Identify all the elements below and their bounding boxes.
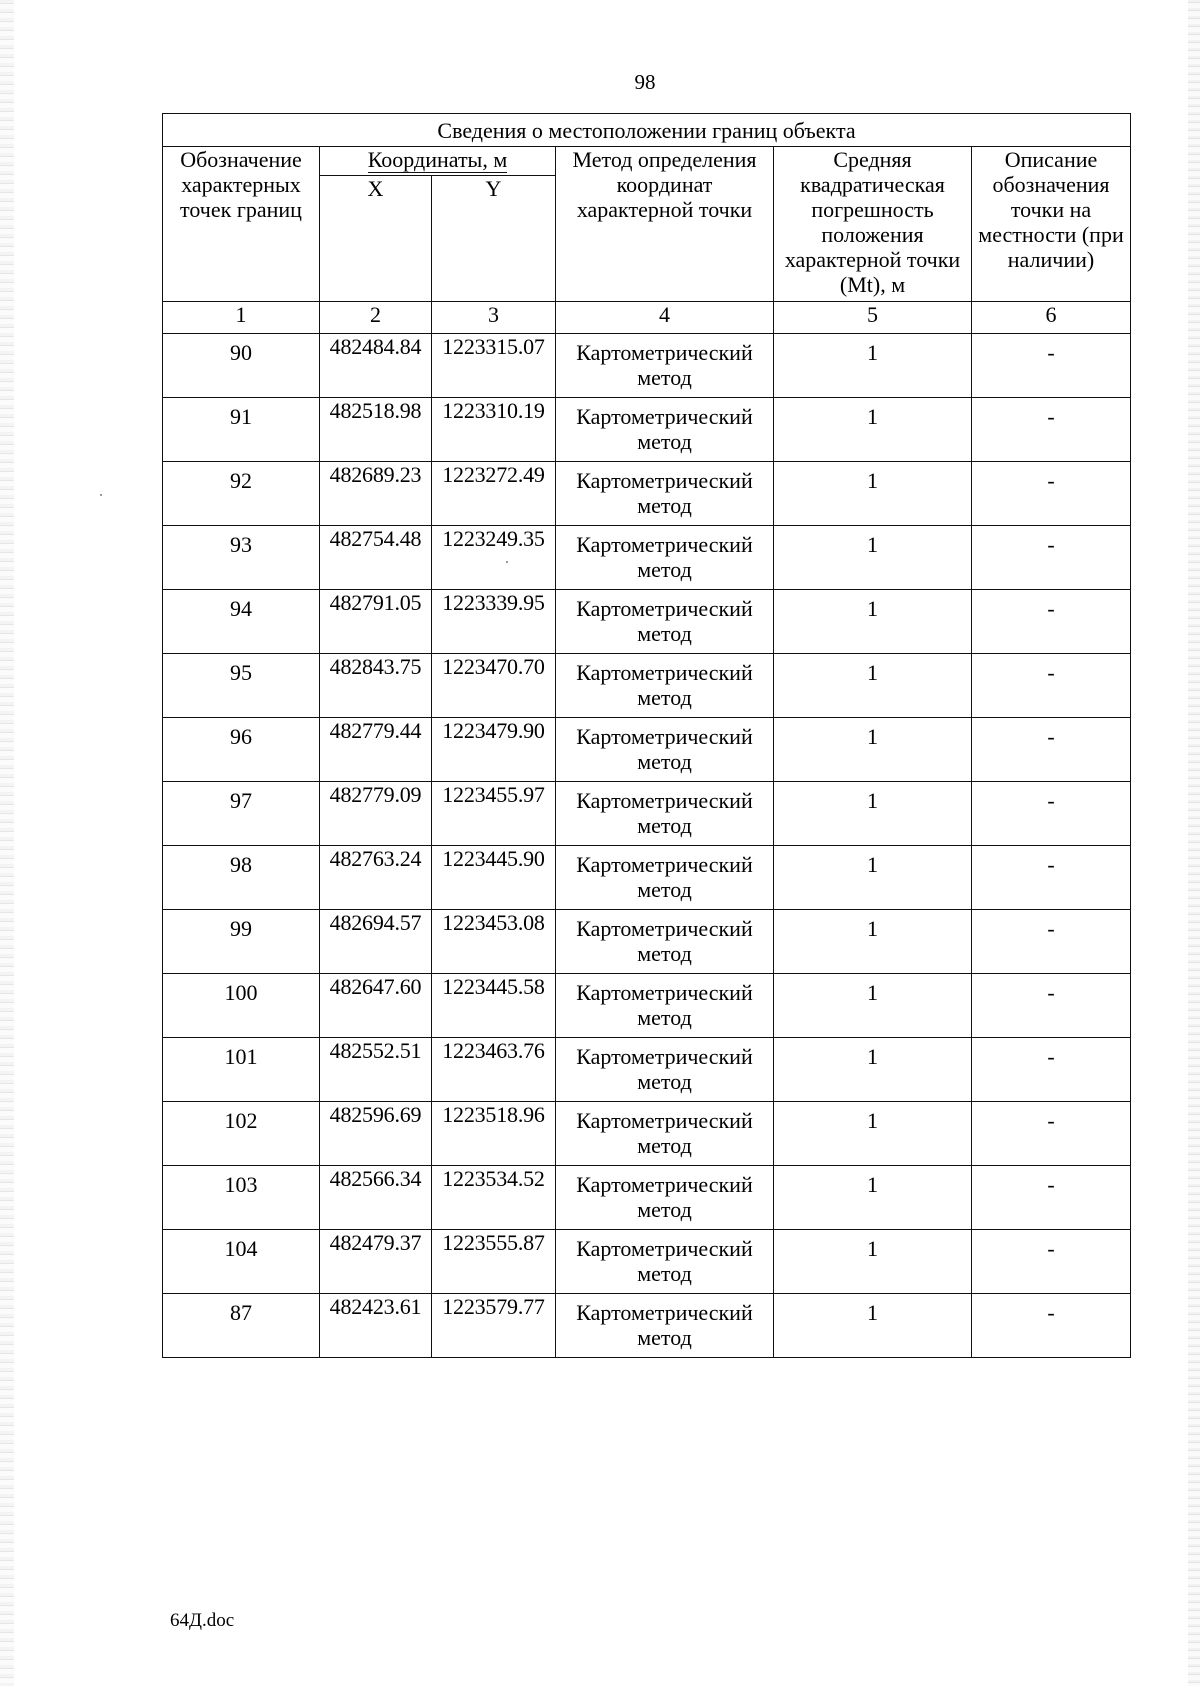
point-cell: 93 [163, 526, 320, 590]
mean-error-cell: 1 [774, 462, 972, 526]
description-cell: - [972, 462, 1131, 526]
header-mean-error: Средняя квадратическая погрешность положения характерной точки (Mt), м [774, 147, 972, 302]
x-coordinate-cell: 482763.24 [320, 846, 432, 910]
table-row [163, 974, 1131, 1038]
method-cell: Картометрический метод [556, 910, 774, 974]
mean-error-cell: 1 [774, 974, 972, 1038]
point-cell: 87 [163, 1294, 320, 1358]
table-row [163, 654, 1131, 718]
table-row [163, 590, 1131, 654]
description-cell: - [972, 334, 1131, 398]
scan-speck [100, 494, 102, 496]
column-number: 1 [163, 302, 320, 334]
method-cell: Картометрический метод [556, 1294, 774, 1358]
method-cell: Картометрический метод [556, 334, 774, 398]
method-cell: Картометрический метод [556, 718, 774, 782]
point-cell: 100 [163, 974, 320, 1038]
mean-error-cell: 1 [774, 1230, 972, 1294]
x-coordinate-cell: 482423.61 [320, 1294, 432, 1358]
mean-error-cell: 1 [774, 1038, 972, 1102]
scan-edge-left [0, 0, 14, 1686]
table-row [163, 1166, 1131, 1230]
table-row [163, 1038, 1131, 1102]
header-point-designation: Обозначение характерных точек границ [163, 147, 320, 302]
column-numbers-row [163, 302, 1131, 334]
method-cell: Картометрический метод [556, 782, 774, 846]
method-cell: Картометрический метод [556, 974, 774, 1038]
description-cell: - [972, 910, 1131, 974]
table-row [163, 334, 1131, 398]
table-row [163, 846, 1131, 910]
table-row [163, 1102, 1131, 1166]
x-coordinate-cell: 482484.84 [320, 334, 432, 398]
y-coordinate-cell: 1223445.58 [432, 974, 556, 1038]
point-cell: 98 [163, 846, 320, 910]
y-coordinate-cell: 1223479.90 [432, 718, 556, 782]
y-coordinate-cell: 1223555.87 [432, 1230, 556, 1294]
description-cell: - [972, 1166, 1131, 1230]
description-cell: - [972, 654, 1131, 718]
method-cell: Картометрический метод [556, 462, 774, 526]
column-number: 4 [556, 302, 774, 334]
method-cell: Картометрический метод [556, 398, 774, 462]
column-number: 2 [320, 302, 432, 334]
x-coordinate-cell: 482566.34 [320, 1166, 432, 1230]
x-coordinate-cell: 482694.57 [320, 910, 432, 974]
mean-error-cell: 1 [774, 910, 972, 974]
y-coordinate-cell: 1223453.08 [432, 910, 556, 974]
method-cell: Картометрический метод [556, 590, 774, 654]
point-cell: 102 [163, 1102, 320, 1166]
y-coordinate-cell: 1223310.19 [432, 398, 556, 462]
y-coordinate-cell: 1223470.70 [432, 654, 556, 718]
point-cell: 104 [163, 1230, 320, 1294]
point-cell: 99 [163, 910, 320, 974]
method-cell: Картометрический метод [556, 846, 774, 910]
point-cell: 92 [163, 462, 320, 526]
method-cell: Картометрический метод [556, 1038, 774, 1102]
y-coordinate-cell: 1223339.95 [432, 590, 556, 654]
x-coordinate-cell: 482518.98 [320, 398, 432, 462]
method-cell: Картометрический метод [556, 526, 774, 590]
x-coordinate-cell: 482552.51 [320, 1038, 432, 1102]
point-cell: 96 [163, 718, 320, 782]
description-cell: - [972, 974, 1131, 1038]
x-coordinate-cell: 482689.23 [320, 462, 432, 526]
column-number: 5 [774, 302, 972, 334]
footer-filename: 64Д.doc [170, 1610, 235, 1631]
table-body [163, 334, 1131, 1358]
x-coordinate-cell: 482779.44 [320, 718, 432, 782]
page-number: 98 [634, 70, 656, 94]
column-number: 3 [432, 302, 556, 334]
x-coordinate-cell: 482596.69 [320, 1102, 432, 1166]
description-cell: - [972, 1038, 1131, 1102]
mean-error-cell: 1 [774, 398, 972, 462]
point-cell: 101 [163, 1038, 320, 1102]
y-coordinate-cell: 1223579.77 [432, 1294, 556, 1358]
method-cell: Картометрический метод [556, 1230, 774, 1294]
description-cell: - [972, 398, 1131, 462]
header-method: Метод определения координат характерной точки [556, 147, 774, 302]
description-cell: - [972, 1102, 1131, 1166]
y-coordinate-cell: 1223272.49 [432, 462, 556, 526]
y-coordinate-cell: 1223315.07 [432, 334, 556, 398]
mean-error-cell: 1 [774, 1102, 972, 1166]
point-cell: 94 [163, 590, 320, 654]
y-coordinate-cell: 1223445.90 [432, 846, 556, 910]
mean-error-cell: 1 [774, 1166, 972, 1230]
method-cell: Картометрический метод [556, 654, 774, 718]
description-cell: - [972, 1294, 1131, 1358]
y-coordinate-cell: 1223455.97 [432, 782, 556, 846]
table-row [163, 1294, 1131, 1358]
x-coordinate-cell: 482791.05 [320, 590, 432, 654]
point-cell: 95 [163, 654, 320, 718]
point-cell: 97 [163, 782, 320, 846]
x-coordinate-cell: 482754.48 [320, 526, 432, 590]
point-cell: 90 [163, 334, 320, 398]
mean-error-cell: 1 [774, 334, 972, 398]
point-cell: 103 [163, 1166, 320, 1230]
description-cell: - [972, 590, 1131, 654]
mean-error-cell: 1 [774, 718, 972, 782]
x-coordinate-cell: 482479.37 [320, 1230, 432, 1294]
header-y: Y [432, 176, 556, 302]
table-row [163, 910, 1131, 974]
mean-error-cell: 1 [774, 526, 972, 590]
mean-error-cell: 1 [774, 590, 972, 654]
table-row [163, 782, 1131, 846]
description-cell: - [972, 718, 1131, 782]
description-cell: - [972, 526, 1131, 590]
header-x: X [320, 176, 432, 302]
mean-error-cell: 1 [774, 782, 972, 846]
header-description: Описание обозначения точки на местности (при наличии) [972, 147, 1131, 302]
y-coordinate-cell: 1223463.76 [432, 1038, 556, 1102]
method-cell: Картометрический метод [556, 1102, 774, 1166]
y-coordinate-cell: 1223518.96 [432, 1102, 556, 1166]
table-row [163, 526, 1131, 590]
y-coordinate-cell: 1223534.52 [432, 1166, 556, 1230]
description-cell: - [972, 1230, 1131, 1294]
mean-error-cell: 1 [774, 846, 972, 910]
x-coordinate-cell: 482779.09 [320, 782, 432, 846]
mean-error-cell: 1 [774, 1294, 972, 1358]
table-row [163, 1230, 1131, 1294]
table-row [163, 398, 1131, 462]
description-cell: - [972, 846, 1131, 910]
method-cell: Картометрический метод [556, 1166, 774, 1230]
description-cell: - [972, 782, 1131, 846]
x-coordinate-cell: 482647.60 [320, 974, 432, 1038]
header-coordinates: Координаты, м [320, 147, 556, 176]
table-title: Сведения о местоположении границ объекта [163, 114, 1131, 147]
boundary-points-table [162, 113, 1131, 1358]
column-number: 6 [972, 302, 1131, 334]
table-row [163, 462, 1131, 526]
table-row [163, 718, 1131, 782]
point-cell: 91 [163, 398, 320, 462]
mean-error-cell: 1 [774, 654, 972, 718]
y-coordinate-cell: 1223249.35 [432, 526, 556, 590]
x-coordinate-cell: 482843.75 [320, 654, 432, 718]
scan-edge-right [1188, 0, 1200, 1686]
